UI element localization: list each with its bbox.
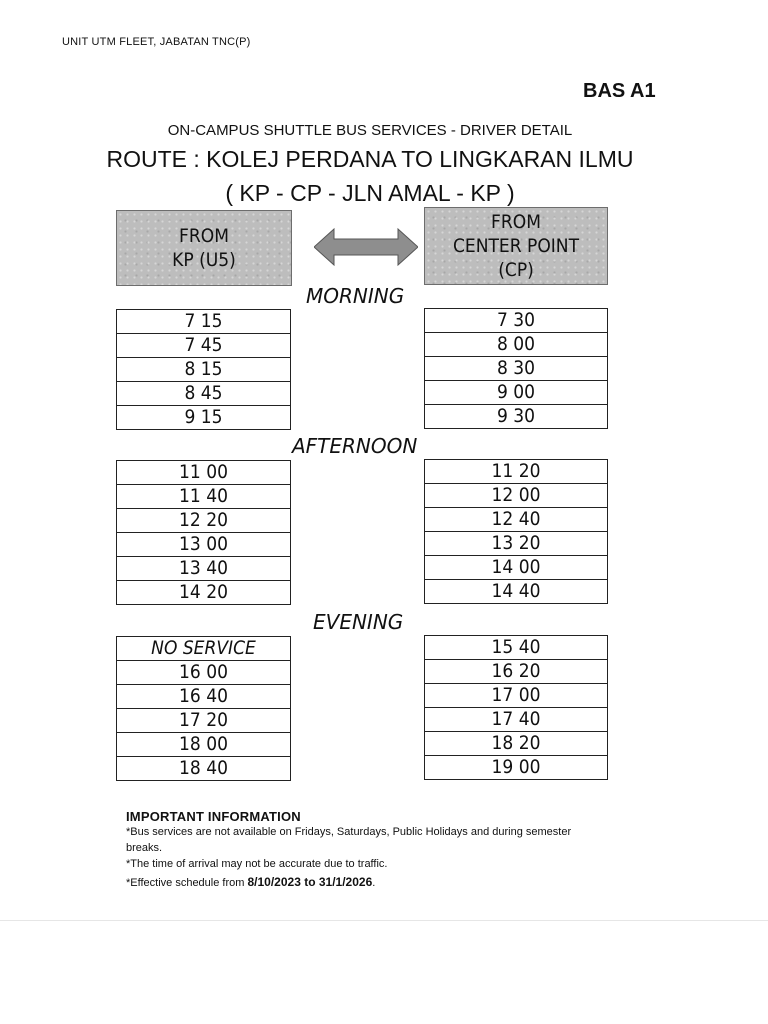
time-cell: 18 20 xyxy=(425,732,608,756)
time-cell: 17 40 xyxy=(425,708,608,732)
from-kp-box xyxy=(116,210,292,286)
time-cell: 8 15 xyxy=(117,358,291,382)
time-cell: 11 40 xyxy=(117,485,291,509)
from-cp-line-2: CENTER POINT xyxy=(452,235,580,257)
time-cell: 19 00 xyxy=(425,756,608,780)
time-cell: 8 00 xyxy=(425,333,608,357)
bus-code: BAS A1 xyxy=(583,80,656,102)
section-afternoon-title: AFTERNOON xyxy=(292,434,418,458)
time-cell: 13 40 xyxy=(117,557,291,581)
time-cell: 11 20 xyxy=(425,460,608,484)
time-cell: 7 30 xyxy=(425,309,608,333)
info-line-2: *The time of arrival may not be accurate due to traffic. xyxy=(126,858,388,870)
time-cell: 8 45 xyxy=(117,382,291,406)
time-cell: 13 20 xyxy=(425,532,608,556)
time-cell: 18 40 xyxy=(117,757,291,781)
important-info-heading: IMPORTANT INFORMATION xyxy=(126,809,301,824)
from-cp-box xyxy=(424,207,608,285)
document-subtitle: ON-CAMPUS SHUTTLE BUS SERVICES - DRIVER DETAIL xyxy=(167,122,573,139)
from-kp-line-2: KP (U5) xyxy=(172,249,236,271)
no-service-cell: NO SERVICE xyxy=(117,637,291,661)
time-cell: 13 00 xyxy=(117,533,291,557)
time-cell: 14 00 xyxy=(425,556,608,580)
time-cell: 16 00 xyxy=(117,661,291,685)
section-evening-title: EVENING xyxy=(313,610,404,634)
time-cell: 12 00 xyxy=(425,484,608,508)
time-cell: 14 20 xyxy=(117,581,291,605)
time-cell: 12 40 xyxy=(425,508,608,532)
effective-schedule-end: . xyxy=(372,877,376,889)
route-title: ROUTE : KOLEJ PERDANA TO LINGKARAN ILMU xyxy=(106,146,634,172)
morning-cp-times xyxy=(424,308,608,429)
double-arrow-icon xyxy=(314,227,418,267)
morning-kp-times xyxy=(116,309,291,430)
section-morning-title: MORNING xyxy=(306,284,405,308)
evening-cp-times xyxy=(424,635,608,780)
afternoon-kp-times xyxy=(116,460,291,605)
from-cp-line-1: FROM xyxy=(491,211,541,233)
time-cell: 16 20 xyxy=(425,660,608,684)
time-cell: 9 00 xyxy=(425,381,608,405)
time-cell: 16 40 xyxy=(117,685,291,709)
info-line-3 xyxy=(126,874,596,891)
time-cell: 12 20 xyxy=(117,509,291,533)
time-cell: 18 00 xyxy=(117,733,291,757)
from-cp-line-3: (CP) xyxy=(498,259,534,281)
department-name: UNIT UTM FLEET, JABATAN TNC(P) xyxy=(62,36,251,48)
from-kp-line-1: FROM xyxy=(179,225,229,247)
time-cell: 9 30 xyxy=(425,405,608,429)
time-cell: 14 40 xyxy=(425,580,608,604)
time-cell: 17 00 xyxy=(425,684,608,708)
time-cell: 7 15 xyxy=(117,310,291,334)
time-cell: 15 40 xyxy=(425,636,608,660)
time-cell: 11 00 xyxy=(117,461,291,485)
page-divider xyxy=(0,920,768,921)
afternoon-cp-times xyxy=(424,459,608,604)
info-line-1: *Bus services are not available on Fridays, Saturdays, Public Holidays and during semester breaks. xyxy=(126,826,572,854)
time-cell: 9 15 xyxy=(117,406,291,430)
evening-kp-times xyxy=(116,636,291,781)
time-cell: 17 20 xyxy=(117,709,291,733)
route-codes: ( KP - CP - JLN AMAL - KP ) xyxy=(225,180,515,206)
time-cell: 7 45 xyxy=(117,334,291,358)
effective-schedule-dates: 8/10/2023 to 31/1/2026 xyxy=(247,875,373,889)
time-cell: 8 30 xyxy=(425,357,608,381)
effective-schedule-label: *Effective schedule from xyxy=(126,877,245,889)
